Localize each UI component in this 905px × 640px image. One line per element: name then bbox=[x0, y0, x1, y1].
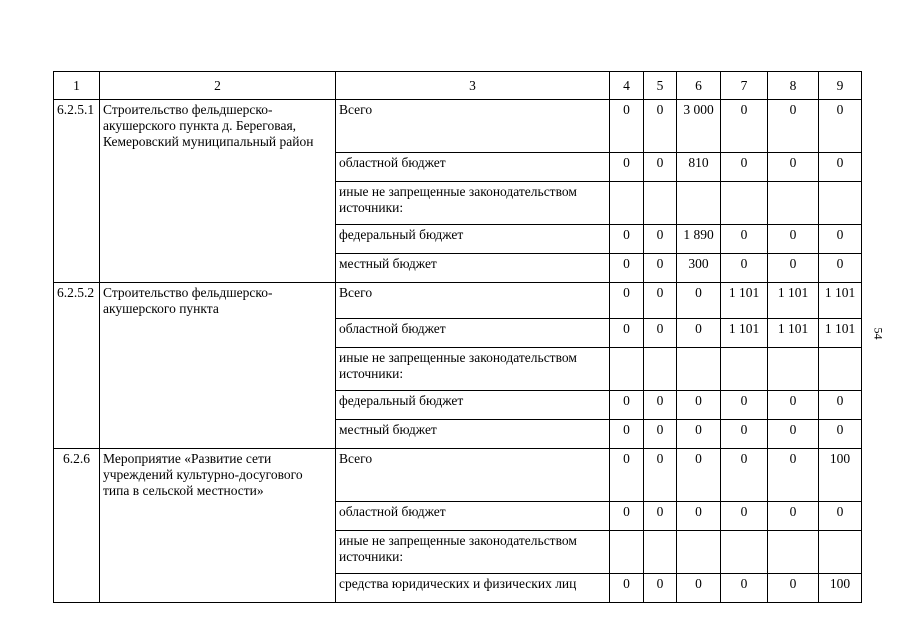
section-title: Строительство фельдшерско-акушерского пункта bbox=[100, 282, 336, 319]
table-row bbox=[54, 224, 862, 253]
funding-source: местный бюджет bbox=[336, 253, 610, 282]
value-cell bbox=[721, 181, 768, 224]
value-cell: 0 bbox=[768, 224, 819, 253]
value-cell: 0 bbox=[721, 391, 768, 420]
value-cell: 300 bbox=[677, 253, 721, 282]
table-row bbox=[54, 100, 862, 153]
budget-table bbox=[53, 71, 862, 603]
header-cell: 7 bbox=[721, 72, 768, 100]
value-cell bbox=[644, 181, 677, 224]
header-cell: 6 bbox=[677, 72, 721, 100]
value-cell: 0 bbox=[610, 391, 644, 420]
value-cell: 0 bbox=[768, 420, 819, 449]
value-cell bbox=[677, 348, 721, 391]
value-cell: 0 bbox=[610, 152, 644, 181]
value-cell: 0 bbox=[677, 282, 721, 319]
value-cell: 0 bbox=[644, 420, 677, 449]
section-code bbox=[54, 319, 100, 348]
value-cell: 1 101 bbox=[819, 282, 862, 319]
funding-source: Всего bbox=[336, 449, 610, 502]
value-cell: 0 bbox=[610, 224, 644, 253]
value-cell: 1 101 bbox=[768, 282, 819, 319]
section-title bbox=[100, 253, 336, 282]
value-cell: 0 bbox=[721, 224, 768, 253]
value-cell: 0 bbox=[819, 152, 862, 181]
header-cell: 9 bbox=[819, 72, 862, 100]
value-cell bbox=[721, 530, 768, 573]
section-code bbox=[54, 348, 100, 391]
value-cell: 1 101 bbox=[721, 282, 768, 319]
value-cell: 0 bbox=[819, 391, 862, 420]
value-cell: 0 bbox=[610, 420, 644, 449]
value-cell: 100 bbox=[819, 449, 862, 502]
section-code bbox=[54, 420, 100, 449]
funding-source: федеральный бюджет bbox=[336, 391, 610, 420]
funding-source: областной бюджет bbox=[336, 152, 610, 181]
section-code: 6.2.6 bbox=[54, 449, 100, 502]
funding-source: местный бюджет bbox=[336, 420, 610, 449]
section-title: Строительство фельдшерско-акушерского пункта д. Береговая, Кемеровский муниципальный район bbox=[100, 100, 336, 153]
value-cell: 0 bbox=[721, 152, 768, 181]
value-cell bbox=[768, 530, 819, 573]
header-cell: 8 bbox=[768, 72, 819, 100]
funding-source: иные не запрещенные законодательством источники: bbox=[336, 530, 610, 573]
value-cell: 0 bbox=[819, 501, 862, 530]
value-cell: 0 bbox=[721, 420, 768, 449]
funding-source: средства юридических и физических лиц bbox=[336, 573, 610, 602]
table-row bbox=[54, 319, 862, 348]
value-cell bbox=[721, 348, 768, 391]
value-cell: 0 bbox=[819, 224, 862, 253]
value-cell: 0 bbox=[644, 224, 677, 253]
value-cell: 0 bbox=[644, 501, 677, 530]
header-row bbox=[54, 72, 862, 100]
value-cell: 0 bbox=[768, 152, 819, 181]
value-cell: 0 bbox=[768, 573, 819, 602]
value-cell: 0 bbox=[610, 501, 644, 530]
section-title bbox=[100, 181, 336, 224]
value-cell: 0 bbox=[677, 319, 721, 348]
value-cell bbox=[768, 348, 819, 391]
value-cell: 810 bbox=[677, 152, 721, 181]
value-cell: 0 bbox=[644, 152, 677, 181]
value-cell bbox=[819, 348, 862, 391]
table-row bbox=[54, 573, 862, 602]
funding-source: иные не запрещенные законодательством источники: bbox=[336, 348, 610, 391]
value-cell: 0 bbox=[610, 282, 644, 319]
section-code: 6.2.5.2 bbox=[54, 282, 100, 319]
table-row bbox=[54, 253, 862, 282]
table-row bbox=[54, 391, 862, 420]
value-cell: 0 bbox=[610, 573, 644, 602]
section-title bbox=[100, 573, 336, 602]
section-title bbox=[100, 319, 336, 348]
value-cell: 0 bbox=[768, 449, 819, 502]
value-cell: 0 bbox=[644, 449, 677, 502]
value-cell: 0 bbox=[644, 391, 677, 420]
value-cell: 0 bbox=[768, 100, 819, 153]
table-row bbox=[54, 282, 862, 319]
table-row bbox=[54, 501, 862, 530]
header-cell: 2 bbox=[100, 72, 336, 100]
value-cell: 0 bbox=[677, 420, 721, 449]
value-cell: 0 bbox=[677, 501, 721, 530]
funding-source: Всего bbox=[336, 100, 610, 153]
funding-source: иные не запрещенные законодательством источники: bbox=[336, 181, 610, 224]
value-cell: 0 bbox=[644, 319, 677, 348]
value-cell: 0 bbox=[610, 449, 644, 502]
section-code bbox=[54, 224, 100, 253]
table-row bbox=[54, 449, 862, 502]
value-cell: 0 bbox=[721, 573, 768, 602]
value-cell: 0 bbox=[768, 253, 819, 282]
header-cell: 1 bbox=[54, 72, 100, 100]
value-cell bbox=[610, 530, 644, 573]
section-title bbox=[100, 530, 336, 573]
header-cell: 4 bbox=[610, 72, 644, 100]
value-cell: 0 bbox=[819, 420, 862, 449]
value-cell: 1 101 bbox=[721, 319, 768, 348]
table-row bbox=[54, 181, 862, 224]
value-cell: 0 bbox=[610, 319, 644, 348]
value-cell: 0 bbox=[610, 253, 644, 282]
value-cell bbox=[610, 181, 644, 224]
section-title: Мероприятие «Развитие сети учреждений культурно-досугового типа в сельской местности» bbox=[100, 449, 336, 502]
table-row bbox=[54, 348, 862, 391]
table-row bbox=[54, 152, 862, 181]
value-cell: 0 bbox=[644, 253, 677, 282]
value-cell: 1 101 bbox=[768, 319, 819, 348]
header-cell: 5 bbox=[644, 72, 677, 100]
value-cell: 0 bbox=[819, 100, 862, 153]
value-cell bbox=[677, 530, 721, 573]
funding-source: областной бюджет bbox=[336, 319, 610, 348]
value-cell: 0 bbox=[610, 100, 644, 153]
header-cell: 3 bbox=[336, 72, 610, 100]
value-cell bbox=[677, 181, 721, 224]
value-cell bbox=[644, 530, 677, 573]
value-cell: 100 bbox=[819, 573, 862, 602]
value-cell: 0 bbox=[768, 391, 819, 420]
value-cell: 1 890 bbox=[677, 224, 721, 253]
funding-source: федеральный бюджет bbox=[336, 224, 610, 253]
value-cell: 0 bbox=[644, 282, 677, 319]
value-cell: 0 bbox=[768, 501, 819, 530]
section-code bbox=[54, 391, 100, 420]
value-cell: 0 bbox=[677, 391, 721, 420]
value-cell bbox=[768, 181, 819, 224]
section-code: 6.2.5.1 bbox=[54, 100, 100, 153]
funding-source: Всего bbox=[336, 282, 610, 319]
value-cell: 3 000 bbox=[677, 100, 721, 153]
value-cell bbox=[819, 181, 862, 224]
section-code bbox=[54, 501, 100, 530]
value-cell bbox=[819, 530, 862, 573]
section-title bbox=[100, 501, 336, 530]
funding-source: областной бюджет bbox=[336, 501, 610, 530]
value-cell bbox=[644, 348, 677, 391]
section-title bbox=[100, 348, 336, 391]
section-title bbox=[100, 224, 336, 253]
value-cell bbox=[610, 348, 644, 391]
section-title bbox=[100, 152, 336, 181]
section-code bbox=[54, 181, 100, 224]
table-row bbox=[54, 420, 862, 449]
section-code bbox=[54, 253, 100, 282]
section-code bbox=[54, 530, 100, 573]
value-cell: 0 bbox=[644, 573, 677, 602]
value-cell: 0 bbox=[721, 501, 768, 530]
value-cell: 1 101 bbox=[819, 319, 862, 348]
value-cell: 0 bbox=[721, 253, 768, 282]
value-cell: 0 bbox=[819, 253, 862, 282]
page-number: 54 bbox=[871, 327, 886, 340]
section-code bbox=[54, 152, 100, 181]
value-cell: 0 bbox=[644, 100, 677, 153]
section-title bbox=[100, 391, 336, 420]
value-cell: 0 bbox=[721, 100, 768, 153]
value-cell: 0 bbox=[677, 449, 721, 502]
section-title bbox=[100, 420, 336, 449]
section-code bbox=[54, 573, 100, 602]
value-cell: 0 bbox=[677, 573, 721, 602]
table-row bbox=[54, 530, 862, 573]
value-cell: 0 bbox=[721, 449, 768, 502]
